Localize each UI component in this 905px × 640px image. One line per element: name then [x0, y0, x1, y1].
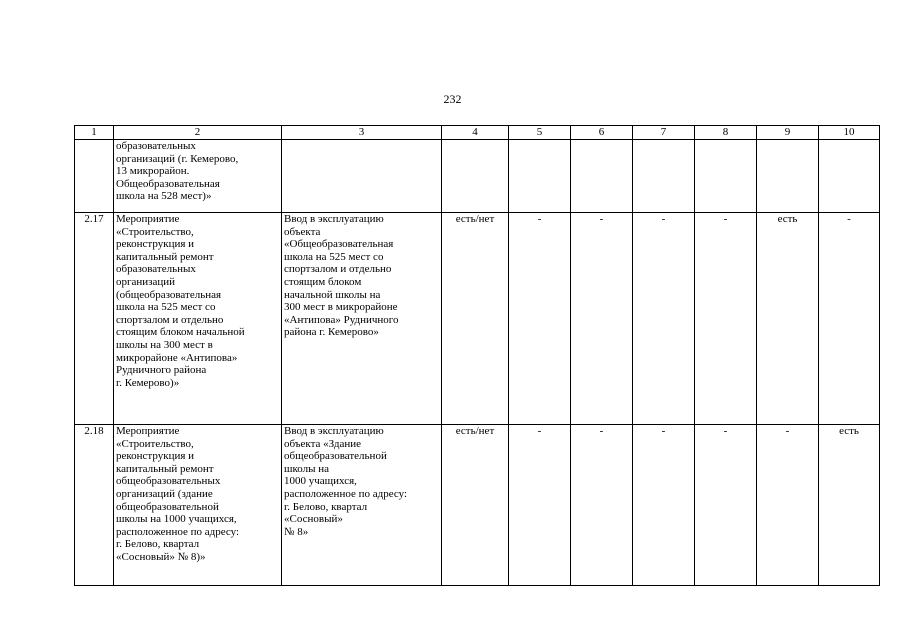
indicator-cell	[282, 140, 442, 213]
value-cell: -	[571, 425, 633, 586]
header-cell: 4	[442, 126, 509, 140]
value-cell	[695, 140, 757, 213]
indicator-cell: Ввод в эксплуатацию объекта «Общеобразовательная школа на 525 мест со спортзалом и отдельно стоящим блоком начальной школы на 300 мест в микрорайоне «Антипова» Рудничного района г. Кемерово»	[282, 213, 442, 425]
header-cell: 1	[75, 126, 114, 140]
value-cell: -	[633, 213, 695, 425]
header-cell: 5	[509, 126, 571, 140]
row-number	[75, 140, 114, 213]
value-cell	[633, 140, 695, 213]
page-number: 232	[443, 92, 462, 106]
header-cell: 10	[819, 126, 880, 140]
value-cell: -	[509, 425, 571, 586]
header-cell: 8	[695, 126, 757, 140]
header-cell: 7	[633, 126, 695, 140]
indicator-cell: Ввод в эксплуатацию объекта «Здание общеобразовательной школы на 1000 учащихся, расположенное по адресу: г. Белово, квартал «Сосновый» № 8»	[282, 425, 442, 586]
value-cell: -	[819, 213, 880, 425]
value-cell: -	[571, 213, 633, 425]
table-row	[75, 213, 880, 425]
indicators-table	[74, 125, 880, 586]
row-number: 2.17	[75, 213, 114, 425]
event-cell: Мероприятие «Строительство, реконструкция и капитальный ремонт общеобразовательных организаций (здание общеобразовательной школы на 1000 учащихся, расположенное по адресу: г. Белово, квартал «Сосновый» № 8)»	[114, 425, 282, 586]
value-cell: есть/нет	[442, 425, 509, 586]
header-row	[75, 126, 880, 140]
header-cell: 2	[114, 126, 282, 140]
value-cell: -	[695, 213, 757, 425]
value-cell: есть	[757, 213, 819, 425]
value-cell	[571, 140, 633, 213]
value-cell	[509, 140, 571, 213]
header-cell: 9	[757, 126, 819, 140]
header-cell: 6	[571, 126, 633, 140]
event-cell: образовательных организаций (г. Кемерово, 13 микрорайон. Общеобразовательная школа на 528 мест)»	[114, 140, 282, 213]
table-row	[75, 140, 880, 213]
table-row	[75, 425, 880, 586]
value-cell	[757, 140, 819, 213]
row-number: 2.18	[75, 425, 114, 586]
event-cell: Мероприятие «Строительство, реконструкция и капитальный ремонт образовательных организаций (общеобразовательная школа на 525 мест со спортзалом и отдельно стоящим блоком начальной школы на 300 мест в микрорайоне «Антипова» Рудничного района г. Кемерово)»	[114, 213, 282, 425]
value-cell: -	[509, 213, 571, 425]
value-cell: -	[633, 425, 695, 586]
value-cell	[819, 140, 880, 213]
value-cell: есть	[819, 425, 880, 586]
value-cell: -	[695, 425, 757, 586]
value-cell: есть/нет	[442, 213, 509, 425]
value-cell	[442, 140, 509, 213]
value-cell: -	[757, 425, 819, 586]
header-cell: 3	[282, 126, 442, 140]
